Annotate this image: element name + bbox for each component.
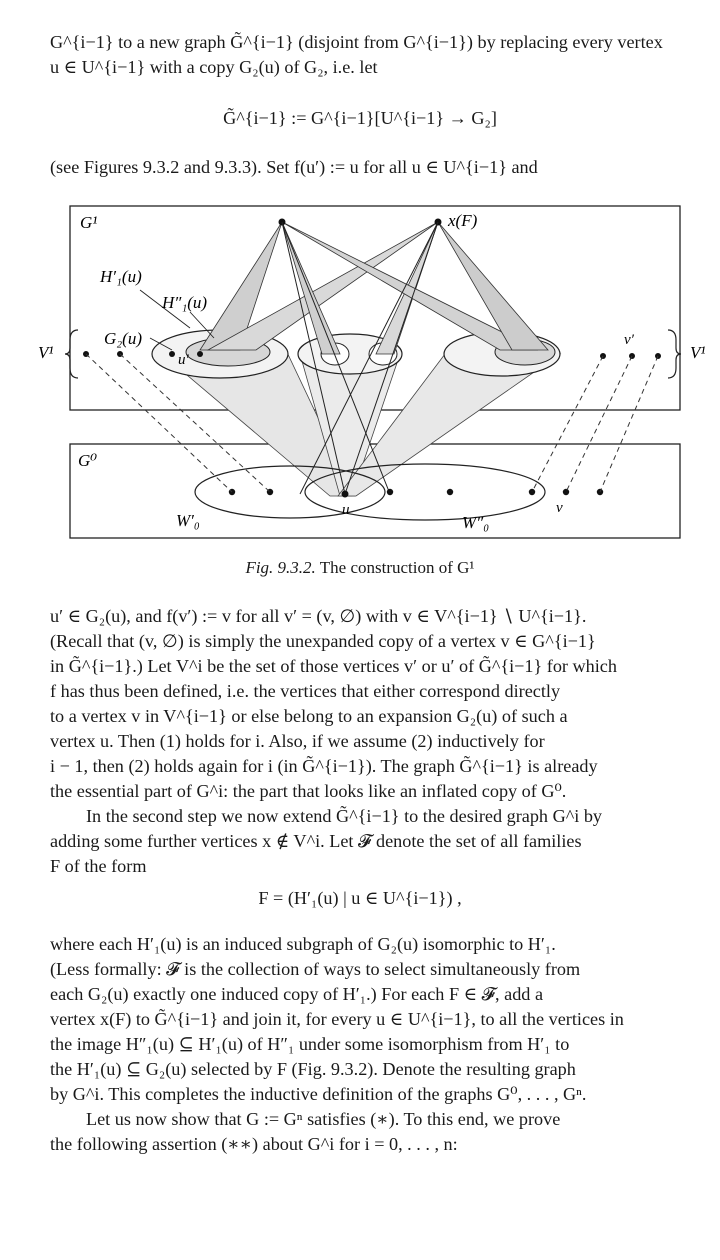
label-g2u: G₂(u) <box>104 329 143 348</box>
see-figures-line: (see Figures 9.3.2 and 9.3.3). Set f(u′) := u for all u ∈ U^{i−1} and <box>50 157 538 177</box>
text-line: G^{i−1} to a new graph G̃^{i−1} (disjoint from G^{i−1}) by replacing every vertex <box>50 32 663 52</box>
vertex-w0pp-1 <box>447 489 453 495</box>
figure-construction-g1 <box>0 198 720 558</box>
paragraph-5: Let us now show that G := Gⁿ satisfies (∗). To this end, we prove the following assertion (∗∗) about G^i for i = 0, . . . , n: <box>50 1109 561 1154</box>
label-vprime: v′ <box>624 332 634 348</box>
label-uprime: u′ <box>178 352 189 368</box>
label-xF: x(F) <box>448 211 478 230</box>
paragraph-2: u′ ∈ G₂(u), and f(v′) := v for all v′ = (v, ∅) with v ∈ V^{i−1} ∖ U^{i−1}. (Recall that (v, ∅) is simply the unexpanded copy of a vertex v ∈ G^{i−1} in G̃^{i−1}.) Let V^i be the set of those vertices v′ or u′ of G̃^{i−1} for which f has thus been defined, i.e. the vertices that either correspond directly to a vertex v in V^{i−1} or else belong to an expansion G₂(u) of such a vertex u. Then (1) holds for i. Also, if we assume (2) inductively for i − 1, then (2) holds again for i (in G̃^{i−1}). The graph G̃^{i−1} is already the essential part of G^i: the part that looks like an inflated copy of G⁰. <box>50 606 617 801</box>
label-v1-right: V¹ <box>690 343 706 362</box>
equation-family: F = (H′₁(u) | u ∈ U^{i−1}) , <box>258 888 462 908</box>
paragraph-4: where each H′₁(u) is an induced subgraph of G₂(u) isomorphic to H′₁. (Less formally: 𝓕 is the collection of ways to select simultaneously from each G₂(u) exactly one induced copy of H′₁.) For each F ∈ 𝓕, add a vertex x(F) to G̃^{i−1} and join it, for every u ∈ U^{i−1}, to all the vertices in the image H″₁(u) ⊆ H′₁(u) of H″₁ under some isomorphism from H′₁ to the H′₁(u) ⊆ G₂(u) selected by F (Fig. 9.3.2). Denote the resulting graph by G^i. This completes the inductive definition of the graphs G⁰, . . . , Gⁿ. <box>50 934 624 1104</box>
label-u: u <box>342 502 350 518</box>
label-w0p: W′₀ <box>176 511 200 530</box>
vertex-u <box>342 491 349 498</box>
vertex-g0-mid <box>387 489 393 495</box>
label-g0: G⁰ <box>78 451 98 470</box>
label-w0pp: W″₀ <box>462 513 490 532</box>
equation-expansion: G̃^{i−1} := G^{i−1}[U^{i−1} → G₂] <box>223 108 497 128</box>
label-h1pp: H″₁(u) <box>162 293 208 312</box>
label-g1: G¹ <box>80 213 98 232</box>
label-h1u: H′₁(u) <box>100 267 142 286</box>
caption-text: The construction of G¹ <box>319 558 475 577</box>
paragraph-3: In the second step we now extend G̃^{i−1} to the desired graph G^i by adding some further vertices x ∉ V^i. Let 𝓕 denote the set of all families F of the form <box>50 806 603 876</box>
figure-caption <box>0 558 720 578</box>
top-paragraph <box>50 30 700 80</box>
caption-label: Fig. 9.3.2. <box>245 558 316 577</box>
graph-diagram <box>0 198 720 558</box>
text-line: u ∈ U^{i−1} with a copy G₂(u) of G₂, i.e. let <box>50 57 378 77</box>
label-v: v <box>556 500 563 516</box>
label-v1-left: V¹ <box>38 343 54 362</box>
